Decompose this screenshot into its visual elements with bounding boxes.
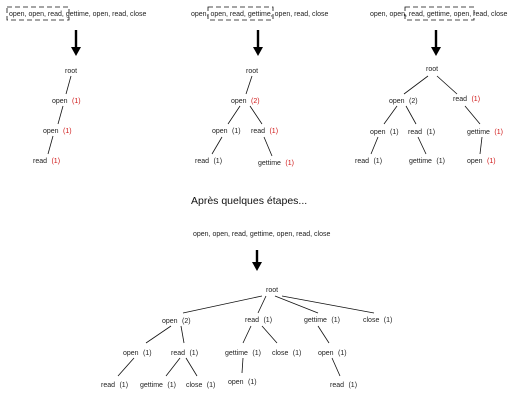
tree-node: open (1) — [467, 158, 496, 165]
tree-node: open (1) — [212, 128, 241, 135]
tree-node: read (1) — [251, 128, 279, 135]
panel-1-arrow-head — [71, 47, 81, 56]
edge — [318, 326, 329, 343]
tree-node: open (1) — [43, 128, 72, 135]
tree-node: read (1) — [330, 382, 358, 389]
tree-node: read (1) — [408, 129, 436, 136]
final-tree — [101, 231, 392, 391]
tree-node: open (1) — [370, 129, 399, 136]
edge — [418, 137, 426, 154]
tree-node: open (1) — [318, 350, 347, 357]
tree-node: open (2) — [389, 98, 418, 105]
edge — [437, 76, 457, 94]
tree-node: read (1) — [245, 317, 273, 324]
tree-node: open (1) — [228, 379, 257, 386]
tree-node: read (1) — [355, 158, 383, 165]
tree-node: open (1) — [52, 98, 81, 105]
tree-node: read (1) — [171, 350, 199, 357]
edge — [118, 358, 134, 376]
tree-node: read (1) — [101, 382, 129, 389]
panel-3 — [355, 7, 507, 167]
edge — [243, 326, 251, 343]
tree-node: root — [426, 66, 439, 73]
panel-2-arrow-head — [253, 47, 263, 56]
tree-node: gettime (1) — [258, 160, 294, 167]
tree-node: read (1) — [195, 158, 223, 165]
panel-2-sequence: open, open, read, gettime, open, read, close — [191, 11, 329, 18]
panel-3-arrow-head — [431, 47, 441, 56]
tree-node: gettime (1) — [304, 317, 340, 324]
edge — [332, 358, 340, 376]
tree-node: gettime (1) — [467, 129, 503, 136]
panel-2 — [191, 7, 328, 169]
tree-node: close (1) — [363, 317, 393, 324]
final-arrow-head — [252, 262, 262, 271]
panel-1-sequence: open, open, read, gettime, open, read, close — [9, 11, 147, 18]
tree-node: root — [266, 287, 279, 294]
edge — [250, 106, 262, 124]
edge — [166, 358, 180, 376]
edge — [181, 326, 184, 343]
tree-node: open (2) — [162, 318, 191, 325]
tree-node: gettime (1) — [409, 158, 445, 165]
tree-node: read (1) — [453, 96, 481, 103]
edge — [465, 106, 480, 124]
tree-node: root — [246, 68, 259, 75]
panel-3-sequence: open, open, read, gettime, open, read, close — [370, 11, 508, 18]
tree-node: gettime (1) — [140, 382, 176, 389]
tree-node: close (1) — [272, 350, 302, 357]
tree-node: read (1) — [33, 158, 61, 165]
tree-node: root — [65, 68, 78, 75]
edge — [262, 326, 277, 343]
edge — [183, 296, 262, 313]
edge — [186, 358, 197, 376]
edge — [146, 326, 171, 343]
tree-node: open (2) — [231, 98, 260, 105]
tree-node: close (1) — [186, 382, 216, 389]
edge — [264, 137, 272, 156]
edge — [406, 106, 416, 124]
tree-node: open (1) — [123, 350, 152, 357]
panel-1 — [7, 7, 146, 167]
final-sequence: open, open, read, gettime, open, read, close — [193, 231, 331, 238]
edge — [212, 137, 222, 154]
caption: Après quelques étapes... — [191, 195, 308, 207]
tree-node: gettime (1) — [225, 350, 261, 357]
